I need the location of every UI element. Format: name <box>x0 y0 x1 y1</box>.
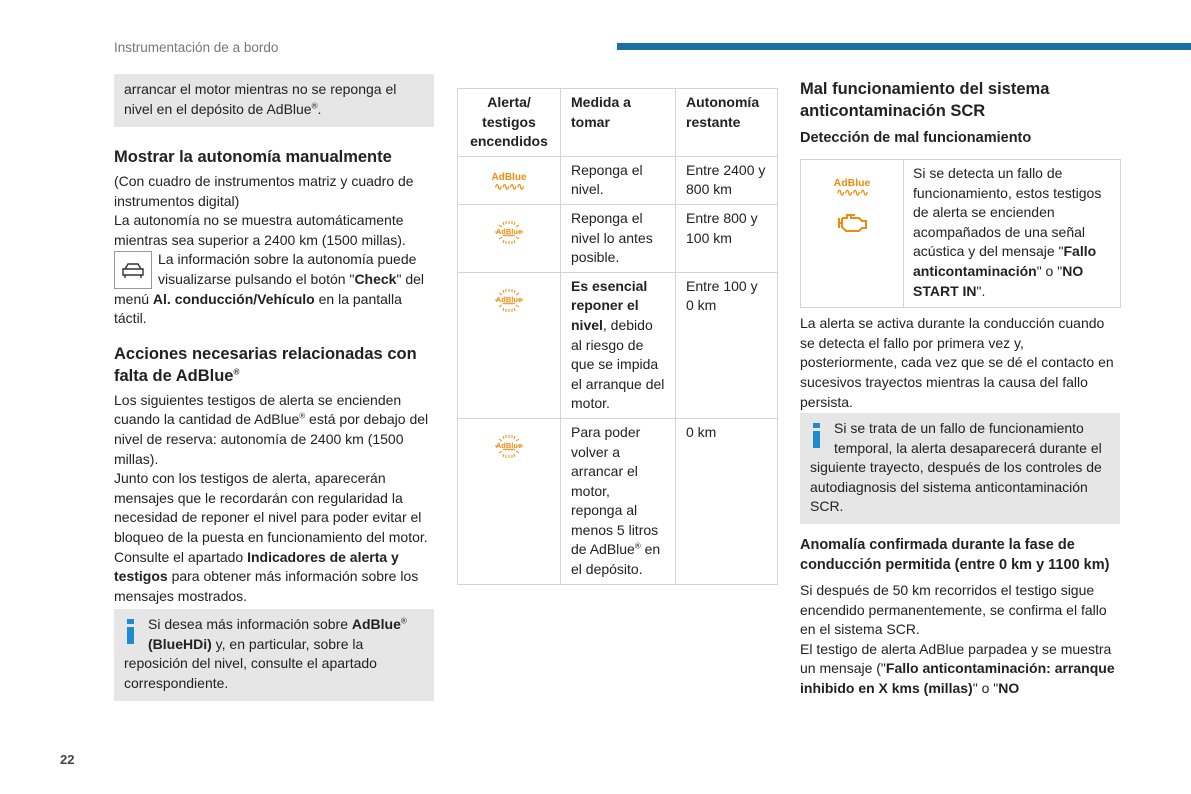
text-run: " del menú <box>114 270 425 307</box>
header-accent-bar <box>617 43 1191 50</box>
page-number: 22 <box>60 752 75 767</box>
text-run: Para poder volver a arrancar el motor, reponga al menos 5 litros de AdBlue <box>571 423 659 558</box>
bold-text: (BlueHDi) <box>148 635 212 652</box>
right-column <box>800 78 1120 412</box>
svg-text:AdBlue: AdBlue <box>495 226 523 236</box>
text-run: " o " <box>1036 262 1063 279</box>
table-row <box>458 418 778 584</box>
warning-icons-cell <box>801 160 904 308</box>
table-row <box>458 156 778 204</box>
registered-mark: ® <box>634 541 641 551</box>
info-text <box>810 419 1110 517</box>
continuation-box <box>114 74 434 127</box>
warning-description <box>904 160 1121 308</box>
text-run: La información sobre la autonomía puede visualizarse pulsando el botón " <box>158 251 417 287</box>
info-icon <box>810 423 824 449</box>
text-run: en el depósito. <box>571 541 661 578</box>
adblue-icon: AdBlue ∿∿∿∿ <box>491 171 527 193</box>
adblue-icon: AdBlue ∿∿∿∿ <box>833 177 871 199</box>
table-row <box>458 204 778 272</box>
registered-mark: ® <box>400 616 407 626</box>
text-run: Si desea más información sobre <box>148 616 352 632</box>
heading-detection: Detección de mal funcionamiento <box>800 130 1032 146</box>
paragraph <box>800 314 1120 412</box>
bold-text: NO START IN <box>913 262 1084 299</box>
measure-cell <box>561 204 676 272</box>
bold-text: Indicadores de alerta y testigos <box>114 548 399 585</box>
alert-cell <box>458 418 561 584</box>
text-run: La alerta se activa durante la conducción cuando se detecta el fallo por primera vez y, posteriormente, cada vez que se dé el contacto en sucesivos trayectos mientras la causa del fallo persista. <box>800 315 1114 410</box>
adblue-flashing-icon <box>489 433 529 461</box>
text-run: Si después de 50 km recorridos el testigo sigue encendido permanentemente, se confirma el fallo en el sistema SCR. <box>800 582 1107 638</box>
table-row <box>458 272 778 418</box>
warning-lights-box <box>800 159 1121 308</box>
text-run: ". <box>976 282 986 299</box>
text-run: El testigo de alerta AdBlue parpadea y se muestra un mensaje (" <box>800 640 1112 677</box>
left-column <box>114 146 434 606</box>
bold-text: Fallo anticontaminación: arranque inhibido en X kms (millas) <box>800 660 1115 696</box>
continuation-text <box>124 80 424 119</box>
text-run: , debido al riesgo de que se impida el arranque del motor. <box>571 316 665 412</box>
measure-cell <box>561 418 676 584</box>
measure-cell <box>561 156 676 204</box>
paragraph <box>114 469 434 606</box>
registered-mark: ® <box>299 411 306 421</box>
alert-cell <box>458 204 561 272</box>
column-header: Medida a tomar <box>561 89 676 157</box>
heading-text: Acciones necesarias relacionadas con falta de AdBlue <box>114 344 417 385</box>
adblue-range-table <box>457 88 778 585</box>
text-run: . <box>317 100 322 117</box>
paragraph <box>114 172 434 211</box>
text-run: está por debajo del nivel de reserva: autonomía de 2400 km (1500 millas). <box>114 411 429 467</box>
svg-text:AdBlue: AdBlue <box>495 294 523 304</box>
text-run: Si se detecta un fallo de funcionamiento, estos testigos de alerta se encienden acompañados de una señal acústica y del mensaje " <box>913 165 1102 260</box>
adblue-flashing-icon <box>489 287 529 315</box>
heading-scr-malfunction: Mal funcionamiento del sistema anticontaminación SCR <box>800 80 1050 120</box>
range-cell: Entre 800 y 100 km <box>676 204 778 272</box>
column-header: Alerta/ testigos encendidos <box>458 89 561 157</box>
bold-text: Al. conducción/Vehículo <box>152 290 315 307</box>
registered-mark: ® <box>233 367 240 377</box>
text-run: Junto con los testigos de alerta, aparecerán mensajes que le recordarán con regularidad la necesidad de reponer el nivel para poder evitar el bloqueo de la puesta en funcionamiento del motor. Consulte el apartado <box>114 470 428 565</box>
info-box <box>114 609 434 701</box>
text-run: para obtener más información sobre los mensajes mostrados. <box>114 568 419 604</box>
text-run: La autonomía no se muestra automáticamente mientras sea superior a 2400 km (1500 millas). <box>114 212 406 248</box>
measure-cell <box>561 272 676 418</box>
bold-text: Fallo anticontaminación <box>913 243 1097 279</box>
alert-cell <box>458 156 561 204</box>
bold-text: AdBlue <box>351 616 401 632</box>
bold-text: Es esencial reponer el nivel <box>571 277 648 333</box>
adblue-flashing-icon <box>489 219 529 247</box>
column-header: Autonomía restante <box>676 89 778 157</box>
paragraph <box>800 581 1120 640</box>
table-header-row <box>458 89 778 157</box>
engine-warning-icon <box>835 210 869 236</box>
range-cell: 0 km <box>676 418 778 584</box>
info-icon <box>124 619 138 645</box>
text-run: (Con cuadro de instrumentos matriz y cuadro de instrumentos digital) <box>114 173 414 209</box>
heading-show-range: Mostrar la autonomía manualmente <box>114 148 392 166</box>
text-run: arrancar el motor mientras no se reponga el nivel en el depósito de AdBlue <box>124 81 397 117</box>
paragraph <box>114 211 434 250</box>
svg-text:AdBlue: AdBlue <box>495 440 523 450</box>
paragraph <box>800 640 1120 699</box>
text-run: en la pantalla táctil. <box>114 290 402 327</box>
text-run: Reponga el nivel. <box>571 161 643 198</box>
right-column-lower <box>800 535 1120 699</box>
bold-text: NO <box>998 679 1020 696</box>
text-run: Los siguientes testigos de alerta se encienden cuando la cantidad de AdBlue <box>114 391 402 428</box>
range-cell: Entre 100 y 0 km <box>676 272 778 418</box>
text-run: Reponga el nivel lo antes posible. <box>571 209 653 266</box>
info-box <box>800 413 1120 524</box>
range-cell: Entre 2400 y 800 km <box>676 156 778 204</box>
heading-confirmed-anomaly: Anomalía confirmada durante la fase de conducción permitida (entre 0 km y 1100 km) <box>800 537 1110 573</box>
info-text <box>124 615 424 693</box>
registered-mark: ® <box>311 100 318 110</box>
alert-cell <box>458 272 561 418</box>
paragraph <box>114 250 434 328</box>
bold-text: Check <box>354 270 397 287</box>
text-run: y, en particular, sobre la reposición del nivel, consulte el apartado correspondiente. <box>124 635 377 691</box>
vehicle-button-icon <box>114 251 152 289</box>
text-run: Si se trata de un fallo de funcionamiento temporal, la alerta desaparecerá durante el siguiente trayecto, después de los controles de autodiagnosis del sistema anticontaminación SCR. <box>810 420 1102 515</box>
paragraph <box>114 391 434 469</box>
heading-actions-adblue <box>114 343 434 387</box>
section-title: Instrumentación de a bordo <box>114 40 279 55</box>
text-run: " o " <box>972 679 999 696</box>
